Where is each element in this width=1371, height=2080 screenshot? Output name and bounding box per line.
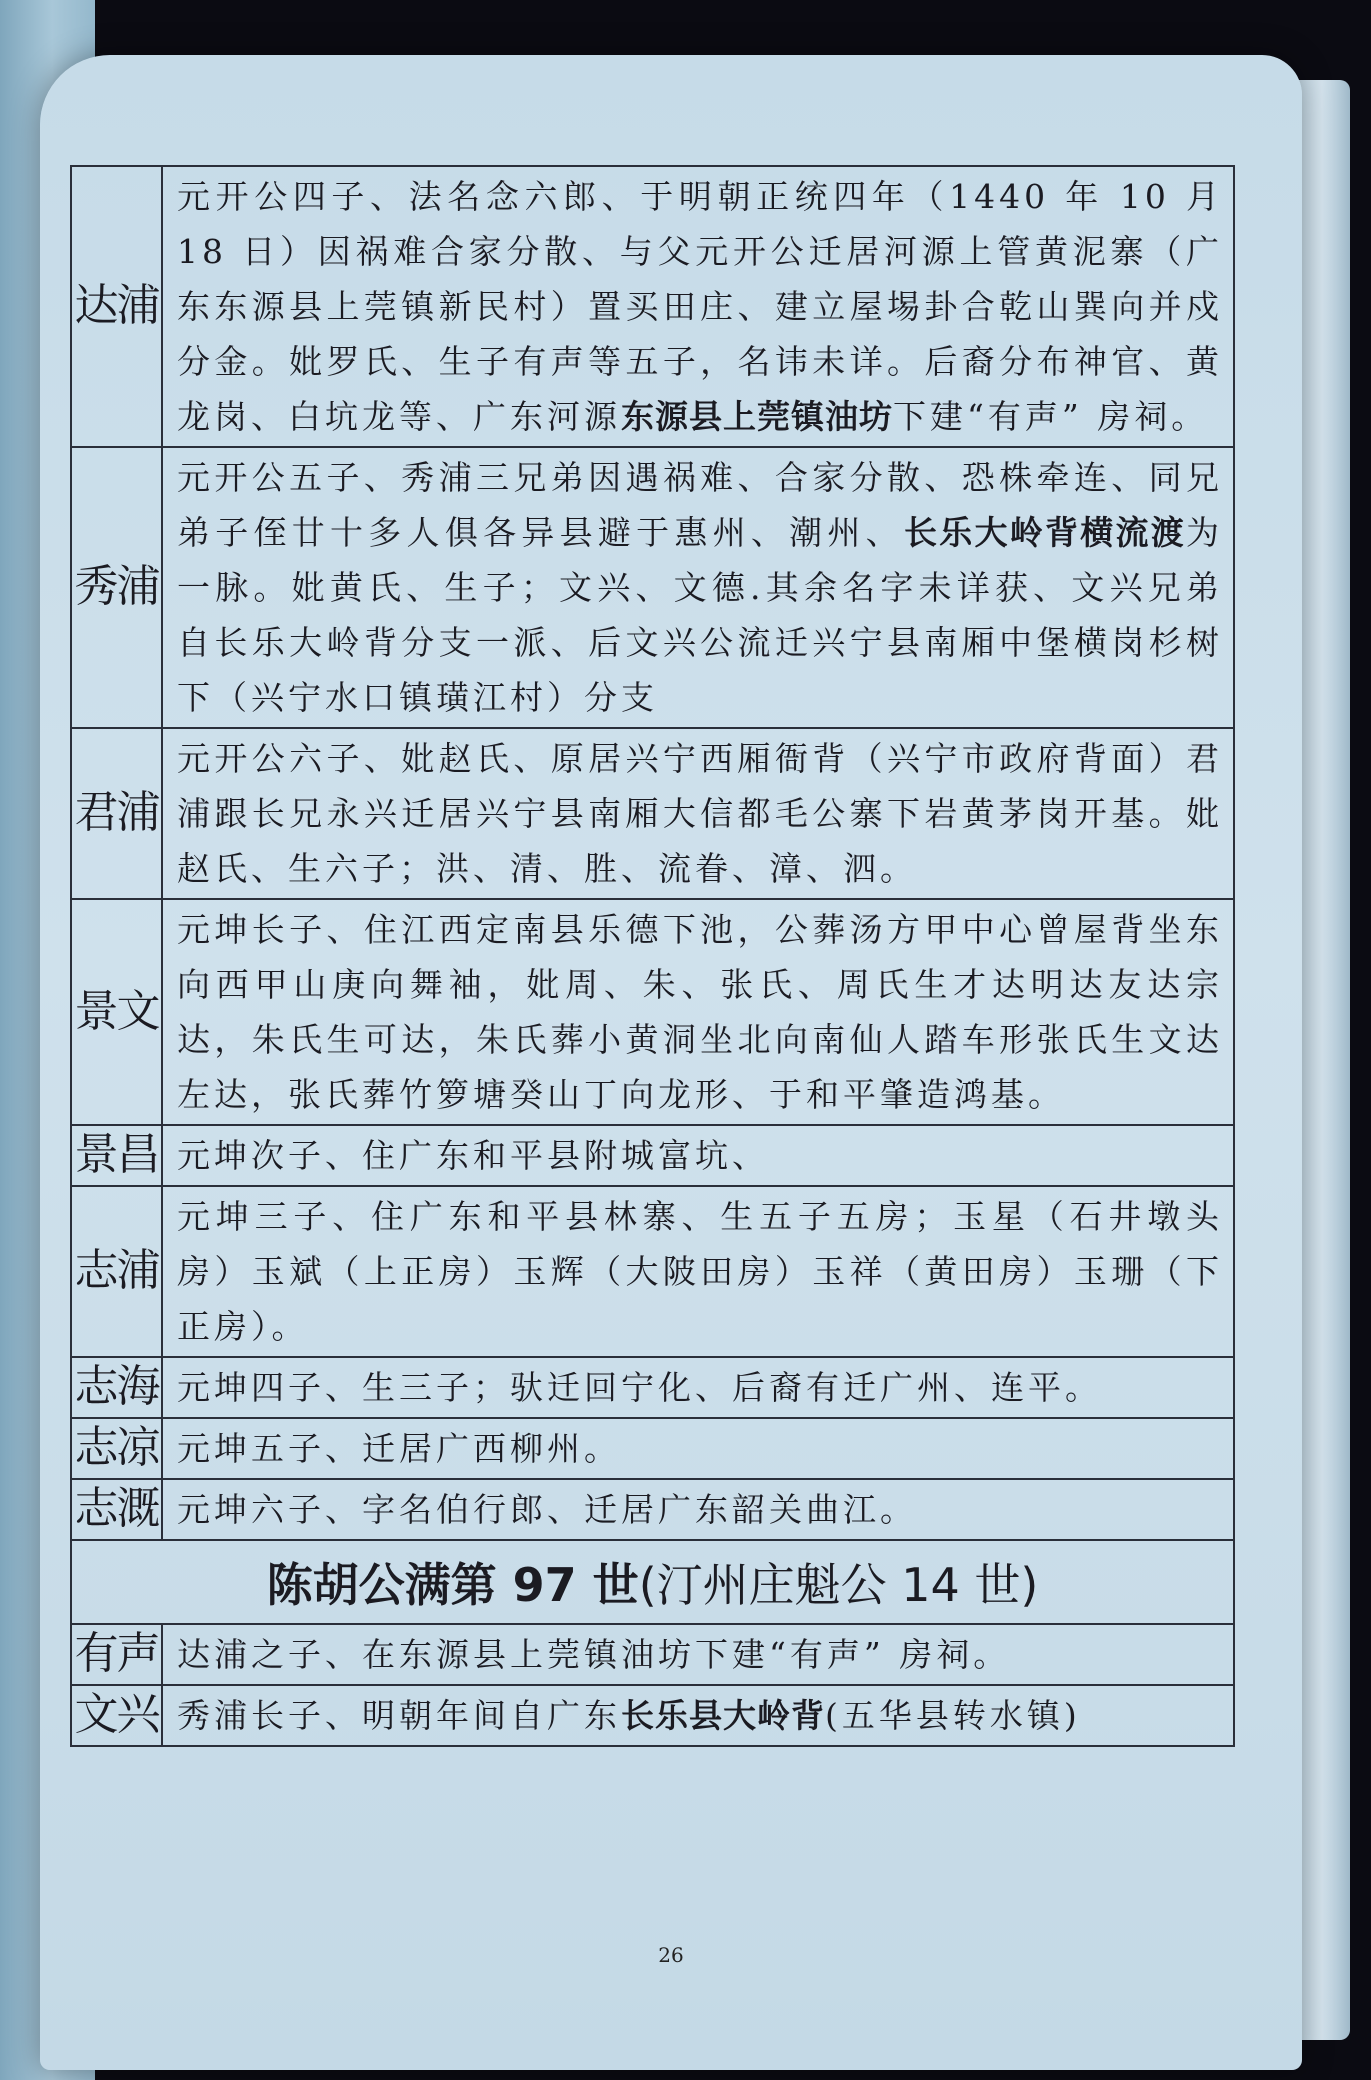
ancestor-description	[162, 899, 1234, 1125]
description-highlight: 长乐县大岭背	[621, 1696, 825, 1735]
description-text-continued: 下建“有声” 房祠。	[893, 397, 1209, 436]
ancestor-name: 达浦	[71, 166, 162, 447]
genealogy-row	[71, 447, 1234, 728]
genealogy-row	[71, 1357, 1234, 1418]
genealogy-row	[71, 1479, 1234, 1540]
genealogy-rows-top	[71, 166, 1234, 1540]
generation-title: 陈胡公满第 97 世	[266, 1558, 639, 1612]
description-text: 元坤长子、住江西定南县乐德下池，公葬汤方甲中心曾屋背坐东向西甲山庚向舞袖，妣周、朱、张氏、周氏生才达明达友达宗达，朱氏生可达，朱氏葬小黄洞坐北向南仙人踏车形张氏生文达左达，张氏葬竹箩塘癸山丁向龙形、于和平肇造鸿基。	[177, 910, 1223, 1114]
description-highlight: 东源县上莞镇油坊	[621, 397, 893, 436]
ancestor-description	[162, 1125, 1234, 1186]
ancestor-description	[162, 1479, 1234, 1540]
ancestor-description	[162, 1624, 1234, 1685]
ancestor-description	[162, 447, 1234, 728]
description-text: 元开公六子、妣赵氏、原居兴宁西厢衙背（兴宁市政府背面）君浦跟长兄永兴迁居兴宁县南厢大信都毛公寨下岩黄茅岗开基。妣赵氏、生六子；洪、清、胜、流眷、漳、泗。	[177, 739, 1223, 888]
ancestor-name: 秀浦	[71, 447, 162, 728]
genealogy-row	[71, 166, 1234, 447]
ancestor-name: 有声	[71, 1624, 162, 1685]
genealogy-table	[70, 165, 1235, 1747]
ancestor-name: 志凉	[71, 1418, 162, 1479]
ancestor-description	[162, 1418, 1234, 1479]
description-text: 达浦之子、在东源县上莞镇油坊下建“有声” 房祠。	[177, 1635, 1011, 1674]
description-text-continued: (五华县转水镇)	[825, 1696, 1081, 1735]
genealogy-row	[71, 899, 1234, 1125]
generation-header-row	[71, 1540, 1234, 1624]
ancestor-name: 志浦	[71, 1186, 162, 1357]
genealogy-row	[71, 1418, 1234, 1479]
ancestor-name: 文兴	[71, 1685, 162, 1746]
genealogy-rows-bottom	[71, 1624, 1234, 1746]
ancestor-name: 景文	[71, 899, 162, 1125]
ancestor-description	[162, 1357, 1234, 1418]
description-text: 元开公五子、秀浦三兄弟因遇祸难、合家分散、恐株牵连、同兄弟子侄廿十多人俱各异县避于惠州、潮州、	[177, 458, 1223, 552]
generation-subtitle: (汀州庄魁公 14 世)	[638, 1558, 1039, 1612]
ancestor-description	[162, 728, 1234, 899]
page-number: 26	[658, 1943, 684, 1967]
genealogy-row	[71, 1624, 1234, 1685]
description-text: 元开公四子、法名念六郎、于明朝正统四年（1440 年 10 月 18 日）因祸难合家分散、与父元开公迁居河源上管黄泥寨（广东东源县上莞镇新民村）置买田庄、建立屋埸卦合乾山巽向并戍分金。妣罗氏、生子有声等五子，名讳未详。后裔分布神官、黄龙岗、白坑龙等、广东河源	[177, 177, 1223, 436]
description-text: 元坤次子、住广东和平县附城富坑、	[177, 1136, 769, 1175]
description-text: 秀浦长子、明朝年间自广东	[177, 1696, 621, 1735]
ancestor-description	[162, 1685, 1234, 1746]
ancestor-description	[162, 1186, 1234, 1357]
genealogy-row	[71, 1186, 1234, 1357]
ancestor-name: 志溉	[71, 1479, 162, 1540]
description-text: 元坤六子、字名伯行郎、迁居广东韶关曲江。	[177, 1490, 917, 1529]
ancestor-name: 景昌	[71, 1125, 162, 1186]
generation-header-section	[71, 1540, 1234, 1624]
genealogy-row	[71, 728, 1234, 899]
description-text: 元坤五子、迁居广西柳州。	[177, 1429, 621, 1468]
description-text: 元坤四子、生三子；驮迁回宁化、后裔有迁广州、连平。	[177, 1368, 1102, 1407]
description-text-continued: 为一脉。妣黄氏、生子；文兴、文德.其余名字未详获、文兴兄弟自长乐大岭背分支一派、后文兴公流迁兴宁县南厢中堡横岗杉树下（兴宁水口镇璜江村）分支	[177, 513, 1224, 717]
description-highlight: 长乐大岭背横流渡	[903, 513, 1187, 552]
ancestor-name: 君浦	[71, 728, 162, 899]
description-text: 元坤三子、住广东和平县林寨、生五子五房；玉星（石井墩头房）玉斌（上正房）玉辉（大陂田房）玉祥（黄田房）玉珊（下正房）。	[177, 1197, 1223, 1346]
ancestor-description	[162, 166, 1234, 447]
ancestor-name: 志海	[71, 1357, 162, 1418]
genealogy-row	[71, 1125, 1234, 1186]
generation-header	[71, 1540, 1234, 1624]
genealogy-row	[71, 1685, 1234, 1746]
